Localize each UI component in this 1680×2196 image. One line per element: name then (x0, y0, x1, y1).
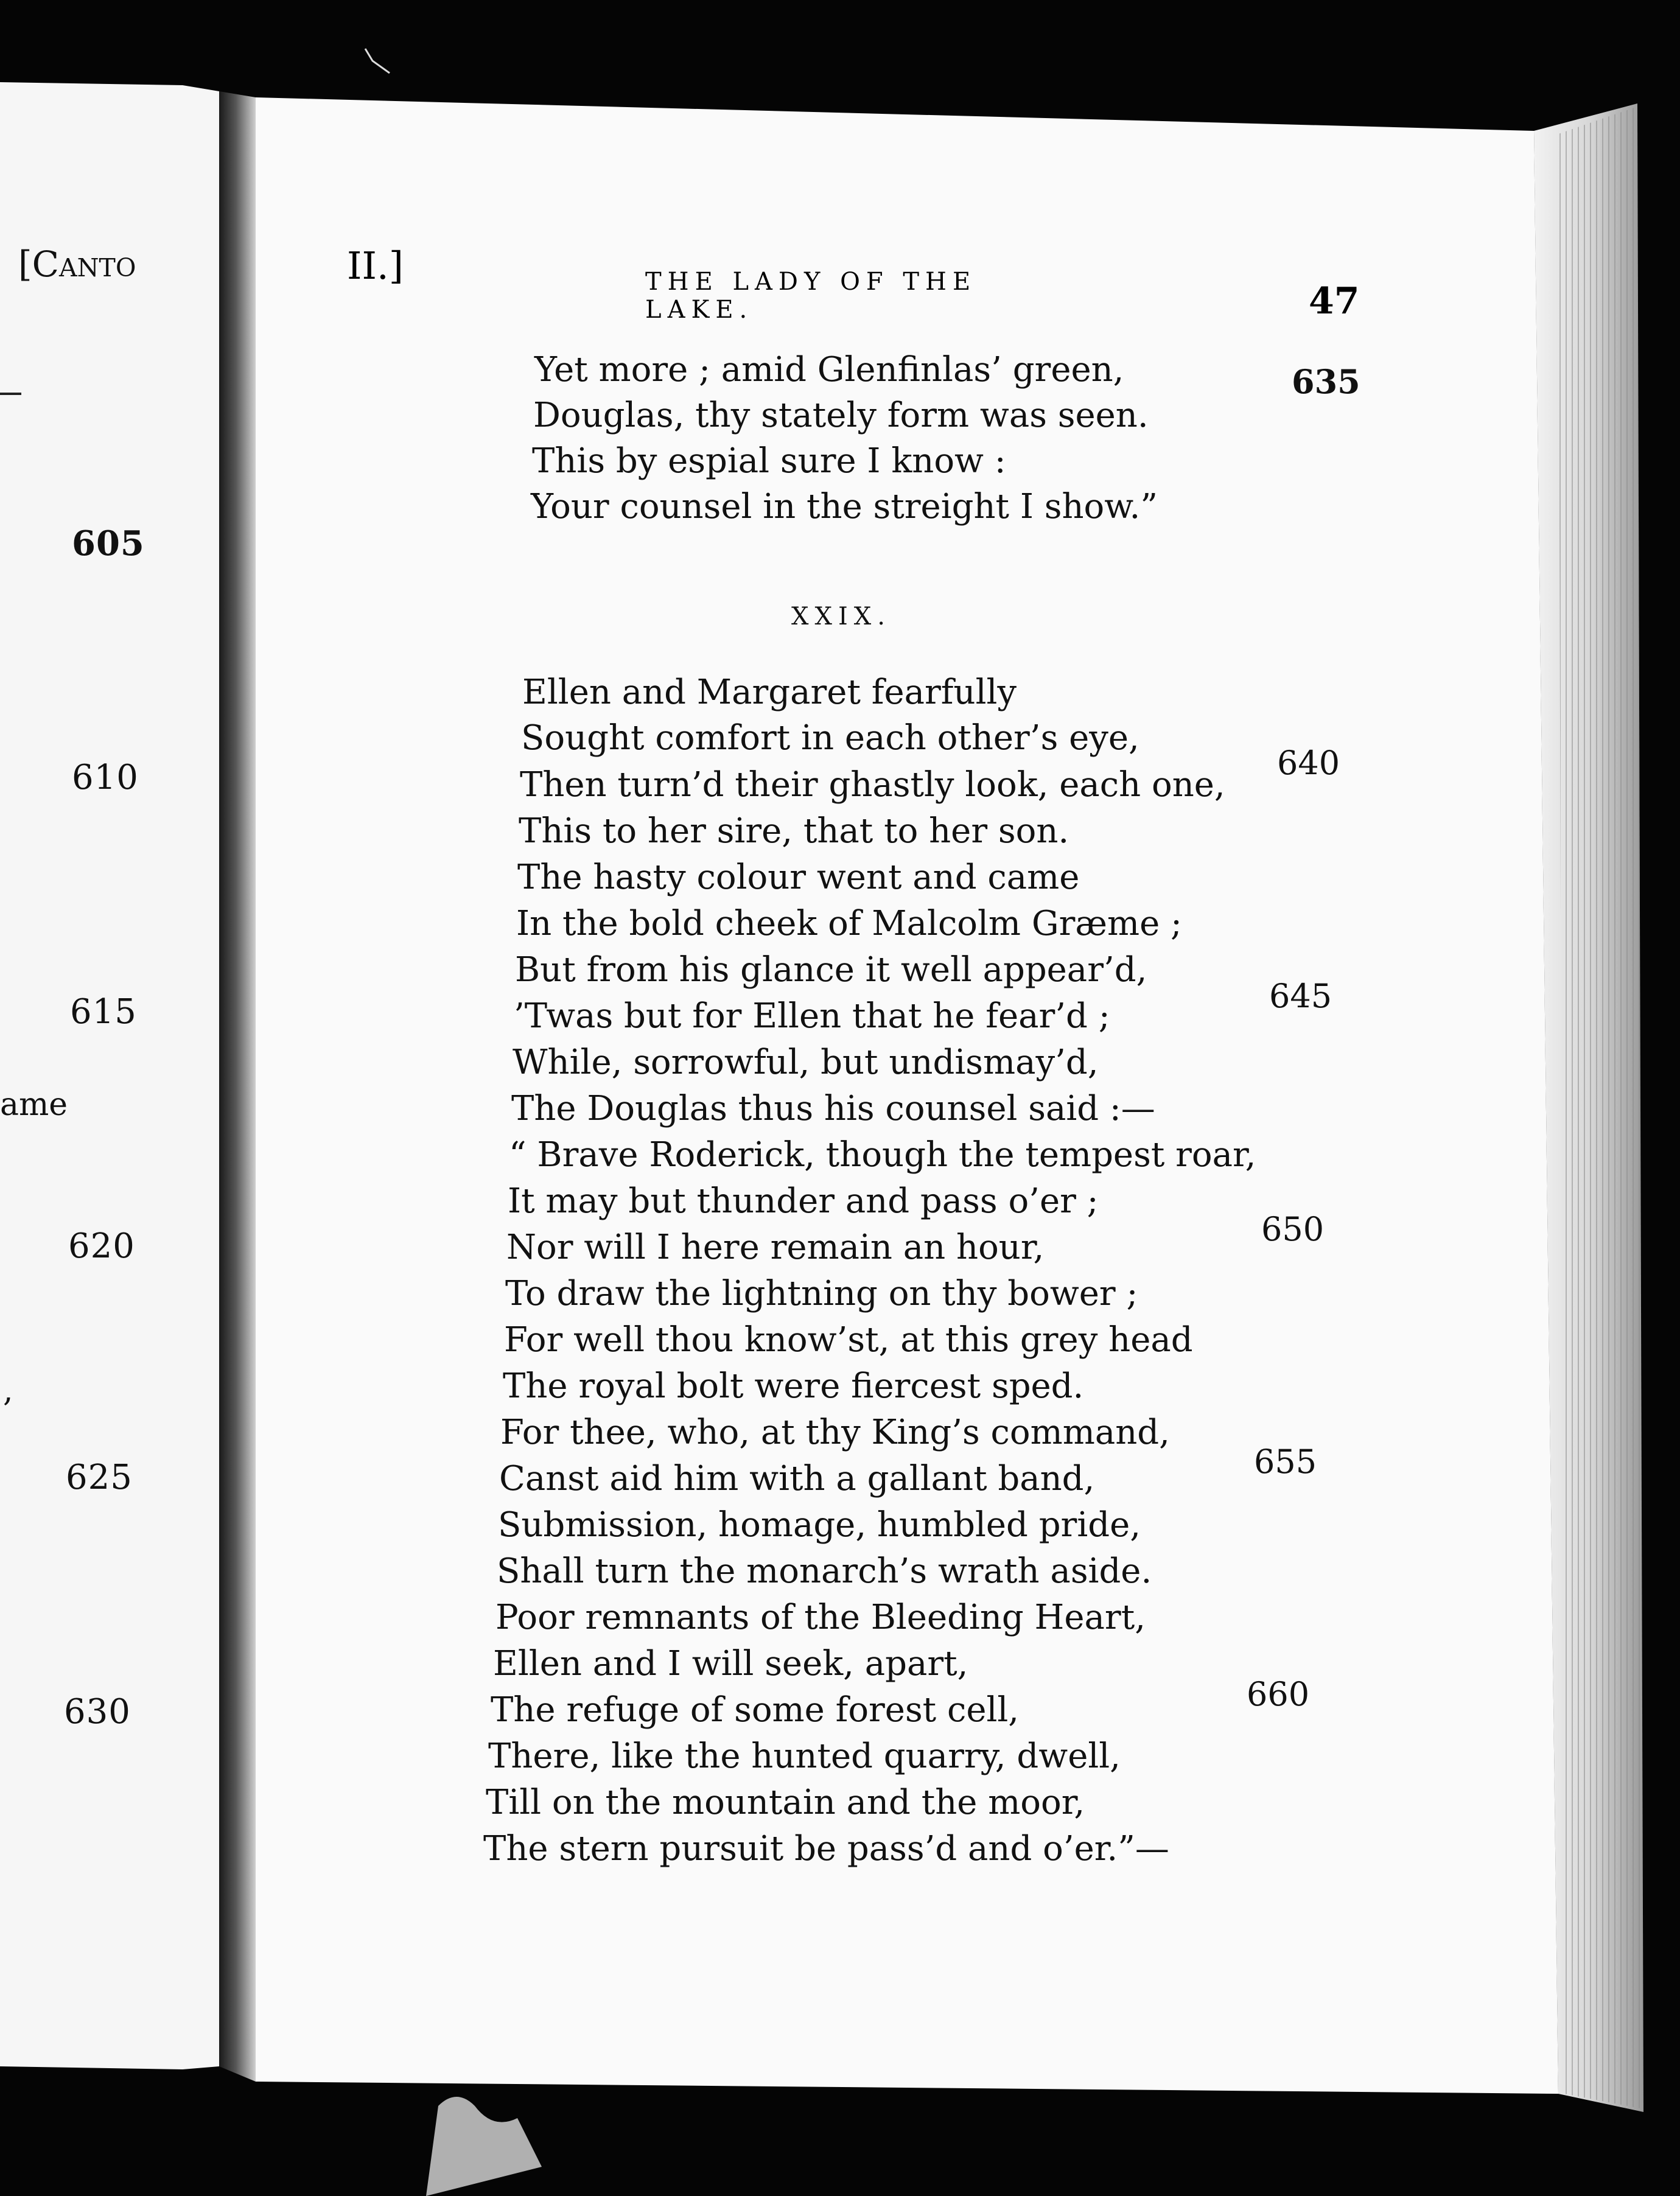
verse-line: The refuge of some forest cell, (491, 1690, 1020, 1730)
line-number: 640 (1277, 744, 1340, 782)
verse-line: Then turn’d their ghastly look, each one, (520, 765, 1225, 805)
verse-line: Submission, homage, humbled pride, (498, 1505, 1141, 1545)
line-number: 650 (1261, 1210, 1325, 1248)
verse-line: Ellen and I will seek, apart, (493, 1644, 968, 1684)
verse-line: The hasty colour went and came (517, 858, 1080, 897)
verse-line: Shall turn the monarch’s wrath aside. (497, 1551, 1152, 1591)
verse-line: While, sorrowful, but undismay’d, (513, 1043, 1099, 1082)
verse-line: Till on the mountain and the moor, (486, 1783, 1085, 1822)
verse-line: Douglas, thy stately form was seen. (533, 396, 1149, 435)
stanza-number: XXIX. (791, 603, 891, 631)
left-line-number: 615 (70, 992, 137, 1032)
verse-line: Yet more ; amid Glenfinlas’ green, (534, 350, 1124, 390)
running-title: THE LADY OF THE LAKE. (645, 268, 977, 324)
line-number: 635 (1292, 362, 1360, 401)
verse-line: Canst aid him with a gallant band, (499, 1459, 1095, 1498)
page-number: 47 (1309, 280, 1360, 323)
canto-number: II.] (347, 243, 404, 288)
left-text-fragment: ame (0, 1086, 68, 1123)
verse-line: This to her sire, that to her son. (519, 811, 1069, 851)
line-number: 655 (1254, 1442, 1317, 1481)
left-running-head: [Canto (18, 243, 136, 285)
verse-line: Ellen and Margaret fearfully (522, 673, 1017, 712)
left-line-number: 630 (64, 1692, 131, 1732)
verse-line: For thee, who, at thy King’s command, (500, 1413, 1170, 1452)
verse-line: This by espial sure I know : (532, 441, 1006, 481)
line-number: 645 (1269, 977, 1332, 1015)
verse-line: For well thou know’st, at this grey head (504, 1320, 1193, 1360)
left-line-number: 620 (68, 1226, 135, 1266)
line-number: 660 (1247, 1675, 1310, 1713)
verse-line: The royal bolt were fiercest sped. (503, 1366, 1084, 1406)
verse-line: Nor will I here remain an hour, (506, 1228, 1045, 1267)
verse-line: It may but thunder and pass o’er ; (508, 1181, 1099, 1221)
verse-line: Your counsel in the streight I show.” (531, 487, 1158, 526)
verse-line: But from his glance it well appear’d, (515, 950, 1147, 990)
left-line-number: 610 (72, 758, 139, 797)
left-line-number: 625 (66, 1458, 133, 1497)
verse-line: There, like the hunted quarry, dwell, (488, 1736, 1121, 1776)
verse-line: Sought comfort in each other’s eye, (521, 718, 1139, 758)
verse-line: Poor remnants of the Bleeding Heart, (495, 1598, 1146, 1637)
verse-line: ’Twas but for Ellen that he fear’d ; (514, 996, 1110, 1036)
left-text-fragment: , (3, 1372, 13, 1409)
verse-line: The Douglas thus his counsel said :— (511, 1089, 1155, 1128)
verse-line: To draw the lightning on thy bower ; (505, 1274, 1138, 1313)
verse-line: The stern pursuit be pass’d and o’er.”— (483, 1829, 1169, 1869)
verse-line: “ Brave Roderick, though the tempest roar, (509, 1135, 1256, 1175)
verse-line: In the bold cheek of Malcolm Græme ; (516, 904, 1182, 943)
left-line-number: 605 (72, 523, 145, 564)
